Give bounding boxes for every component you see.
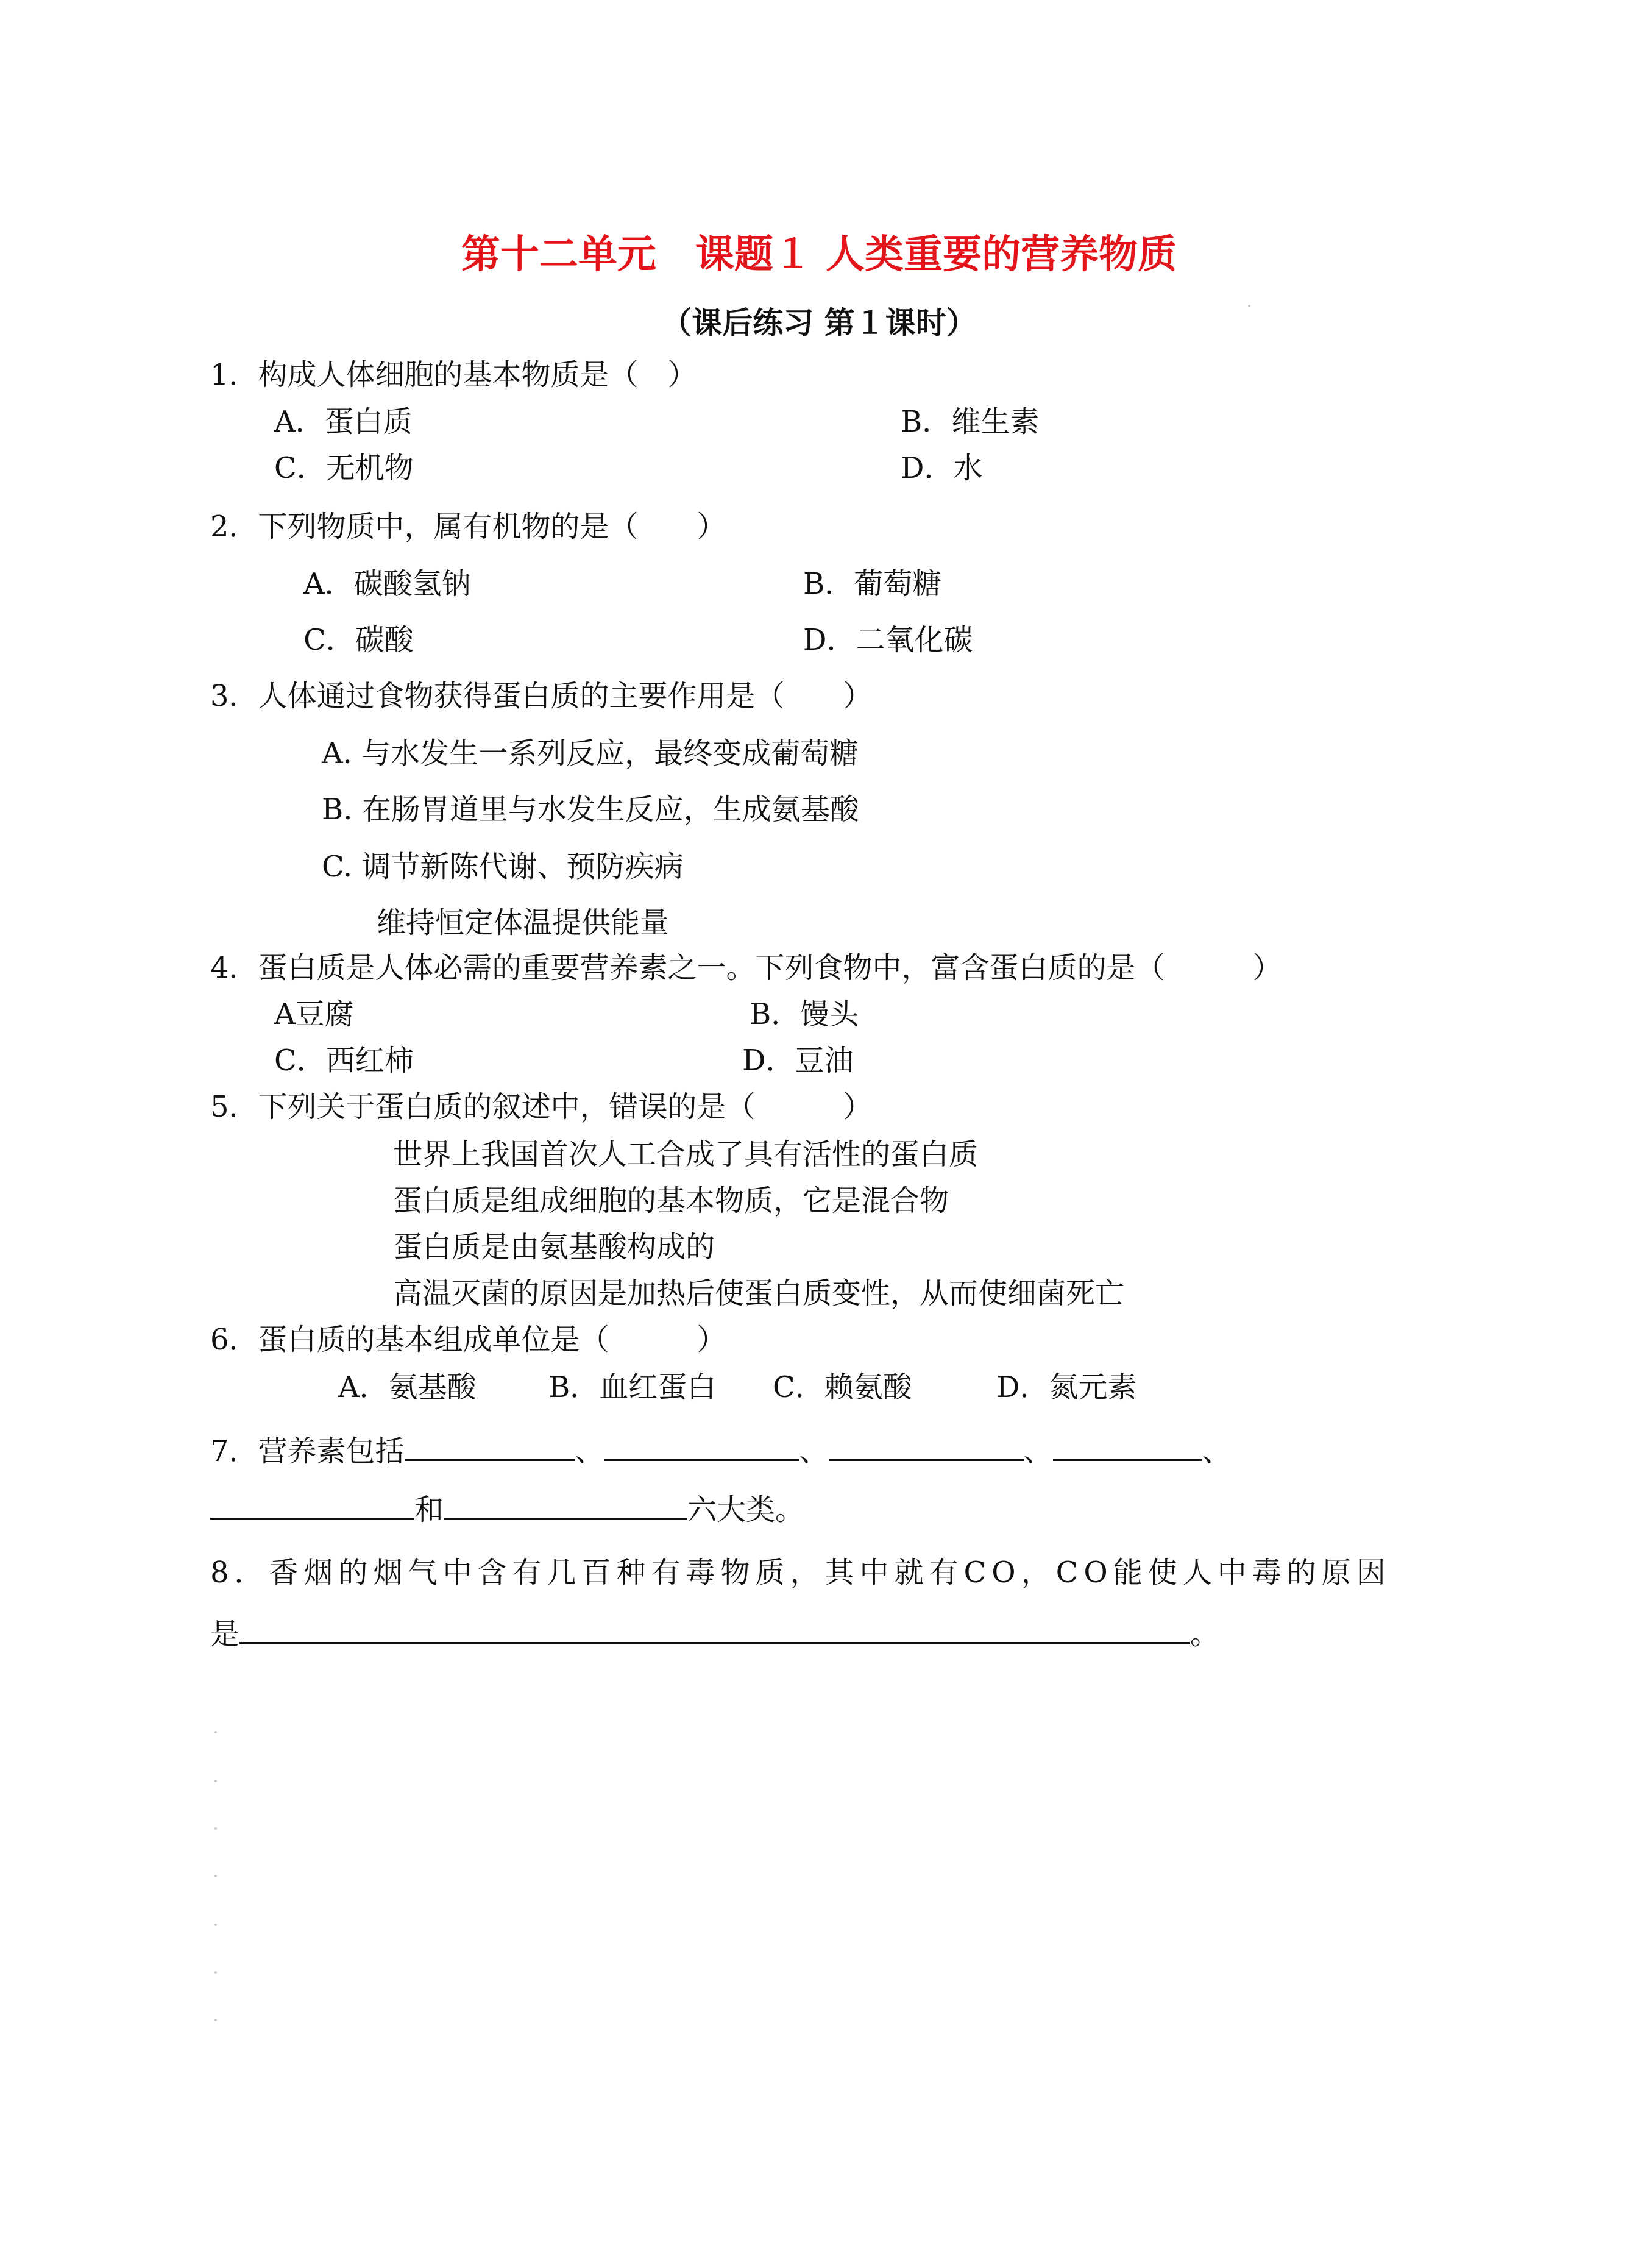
q3-option-a: A. 与水发生一系列反应，最终变成葡萄糖 xyxy=(322,736,859,770)
scan-speck xyxy=(214,1827,217,1830)
scan-speck xyxy=(214,1971,217,1974)
q4-stem: 4．蛋白质是人体必需的重要营养素之一。下列食物中，富含蛋白质的是（ ） xyxy=(210,951,1282,985)
q8-stem: 8．香烟的烟气中含有几百种有毒物质，其中就有CO，CO能使人中毒的原因 xyxy=(210,1555,1391,1590)
q7-separator: 、 xyxy=(1202,1434,1232,1468)
q7-separator: 、 xyxy=(799,1434,829,1468)
q3-option-c: C. 调节新陈代谢、预防疾病 xyxy=(322,850,684,884)
q7-tail: 六大类。 xyxy=(687,1493,805,1527)
q4-option-b: B．馒头 xyxy=(750,997,859,1031)
q7-blank-1[interactable] xyxy=(405,1432,575,1461)
q2-option-b: B．葡萄糖 xyxy=(803,567,942,601)
q7-separator: 、 xyxy=(1023,1434,1053,1468)
q1-stem: 1．构成人体细胞的基本物质是（ ） xyxy=(210,358,697,392)
q5-option-a: 世界上我国首次人工合成了具有活性的蛋白质 xyxy=(393,1137,979,1171)
scan-speck xyxy=(214,1924,217,1926)
q8-blank[interactable] xyxy=(239,1615,1190,1644)
scan-speck xyxy=(214,1731,217,1733)
scan-speck xyxy=(214,1780,217,1782)
q4-option-a: A豆腐 xyxy=(274,997,354,1031)
q7-blank-2[interactable] xyxy=(604,1432,800,1461)
q4-option-d: D．豆油 xyxy=(742,1043,854,1078)
q2-option-d: D．二氧化碳 xyxy=(803,623,973,657)
q5-option-b: 蛋白质是组成细胞的基本物质，它是混合物 xyxy=(393,1184,949,1218)
q6-option-a: A．氨基酸 xyxy=(338,1370,477,1404)
q7-stem: 7．营养素包括 xyxy=(210,1434,405,1468)
scan-speck xyxy=(1248,305,1250,307)
q2-stem: 2．下列物质中，属有机物的是（ ） xyxy=(210,510,726,544)
q8-end: 。 xyxy=(1190,1617,1220,1651)
q7-blank-3[interactable] xyxy=(829,1432,1024,1461)
q3-option-b: B. 在肠胃道里与水发生反应，生成氨基酸 xyxy=(322,792,859,827)
q7-blank-6[interactable] xyxy=(444,1491,687,1520)
q6-option-c: C．赖氨酸 xyxy=(773,1370,912,1404)
q6-option-d: D．氮元素 xyxy=(996,1370,1137,1404)
q6-stem: 6．蛋白质的基本组成单位是（ ） xyxy=(210,1323,726,1357)
q1-option-b: B．维生素 xyxy=(901,405,1040,439)
q7-separator: 、 xyxy=(575,1434,604,1468)
q8-lead: 是 xyxy=(210,1617,240,1651)
q7-blank-5[interactable] xyxy=(210,1491,414,1520)
q5-option-c: 蛋白质是由氨基酸构成的 xyxy=(393,1230,715,1264)
q7-blank-4[interactable] xyxy=(1053,1432,1202,1461)
q2-option-a: A．碳酸氢钠 xyxy=(303,567,471,601)
q1-option-d: D．水 xyxy=(901,451,983,485)
q3-option-d: 维持恒定体温提供能量 xyxy=(377,906,670,940)
q7-and: 和 xyxy=(414,1493,444,1527)
q6-option-b: B．血红蛋白 xyxy=(548,1370,717,1404)
scan-speck xyxy=(214,2019,217,2021)
q4-option-c: C．西红柿 xyxy=(274,1043,414,1078)
q1-option-a: A．蛋白质 xyxy=(274,405,413,439)
q8-line2 xyxy=(210,1615,1219,1652)
scan-speck xyxy=(214,1875,217,1877)
page-title: 第十二单元 课题１ 人类重要的营养物质 xyxy=(461,232,1177,277)
page-subtitle: （课后练习 第１课时） xyxy=(661,305,977,341)
q5-stem: 5．下列关于蛋白质的叙述中，错误的是（ ） xyxy=(210,1090,873,1124)
q2-option-c: C．碳酸 xyxy=(303,623,414,657)
q7-line2 xyxy=(210,1491,804,1528)
q7-line1 xyxy=(210,1432,1232,1470)
q1-option-c: C．无机物 xyxy=(274,451,414,485)
q3-stem: 3．人体通过食物获得蛋白质的主要作用是（ ） xyxy=(210,679,873,713)
q5-option-d: 高温灭菌的原因是加热后使蛋白质变性，从而使细菌死亡 xyxy=(393,1276,1125,1310)
